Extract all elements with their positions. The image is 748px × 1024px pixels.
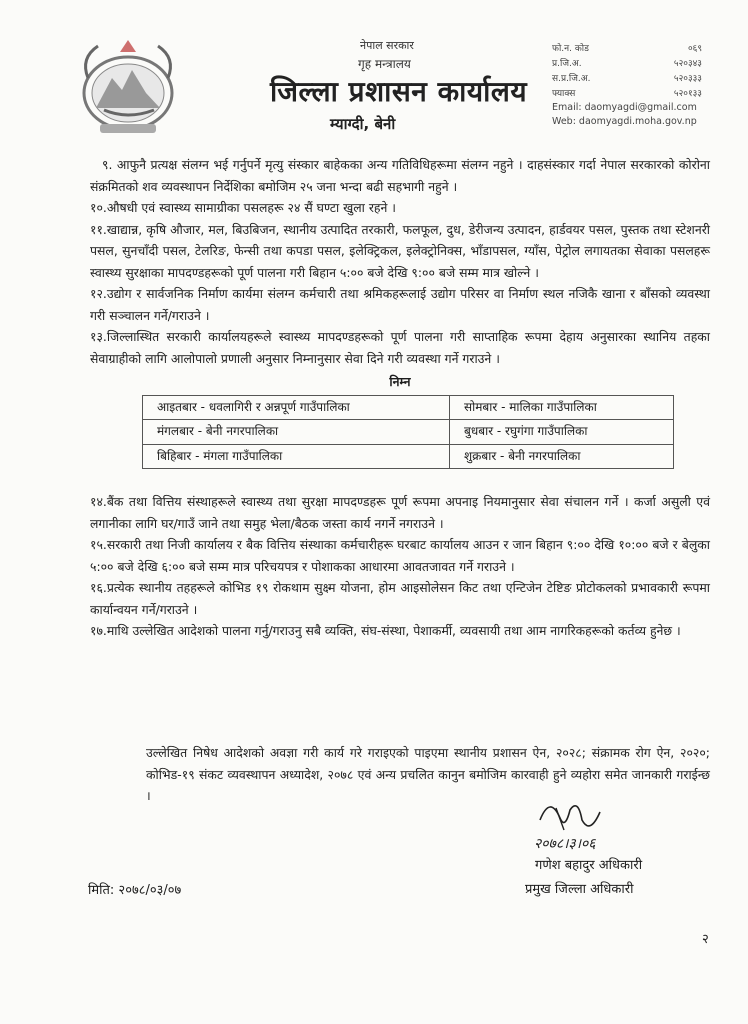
table-cell: आइतबार - धवलागिरी र अन्नपूर्ण गाउँपालिका	[143, 395, 450, 420]
document-date: मिति: २०७८/०३/०७	[88, 883, 182, 898]
nepal-emblem-icon	[74, 38, 182, 138]
order-item: १५.सरकारी तथा निजी कार्यालय र बैक वित्तिय संस्थाका कर्मचारीहरू घरबाट कार्यालय आउन र जान बिहान ९:०० देखि १०:०० बजे र बेलुका ५:०० बजे देखि ६:०० बजे सम्म मात्र परिचयपत्र र पोशाकका आधारमा आवतजावत गर्ने गराउने ।	[90, 537, 710, 574]
contact-block	[552, 40, 742, 128]
email-text: Email: daomyagdi@gmail.com	[552, 102, 697, 113]
table-row	[143, 420, 674, 445]
closing-paragraph: उल्लेखित निषेध आदेशको अवज्ञा गरी कार्य गरे गराइएको पाइएमा स्थानीय प्रशासन ऐन, २०२८; संक्रामक रोग ऐन, २०२०; कोभिड-१९ संकट व्यवस्थापन अध्यादेश, २०७८ एवं अन्य प्रचलित कानुन बमोजिम कारवाही हुने व्यहोरा समेत जानकारी गराईन्छ ।	[146, 745, 710, 803]
contact-label: फो.न. कोड	[552, 44, 589, 54]
signatory-title: प्रमुख जिल्ला अधिकारी	[525, 882, 634, 897]
contact-value: ५२०३४३	[673, 59, 702, 69]
order-body	[90, 154, 710, 642]
table-cell: सोमबार - मालिका गाउँपालिका	[450, 395, 674, 420]
schedule-table	[142, 395, 674, 470]
handwritten-signature	[520, 790, 670, 855]
office-title: जिल्ला प्रशासन कार्यालय	[270, 75, 528, 108]
table-cell: मंगलबार - बेनी नगरपालिका	[143, 420, 450, 445]
order-item: १७.माथि उल्लेखित आदेशको पालना गर्नु/गराउनु सबै व्यक्ति, संघ-संस्था, पेशाकर्मी, व्यवसायी तथा आम नागरिकहरूको कर्तव्य हुनेछ ।	[90, 623, 681, 638]
contact-value: ५२०३३३	[673, 74, 702, 84]
page-number: २	[702, 932, 709, 947]
table-cell: बुधबार - रघुगंगा गाउँपालिका	[450, 420, 674, 445]
order-item: १६.प्रत्येक स्थानीय तहहरूले कोभिड १९ रोकथाम सुक्ष्म योजना, होम आइसोलेसन किट तथा एन्टिजेन टेष्टिङ प्रोटोकलको प्रभावकारी रूपमा कार्यान्वयन गर्ने/गराउने ।	[90, 580, 710, 617]
contact-label: फ्याक्स	[552, 89, 576, 99]
signatory-name: गणेश बहादुर अधिकारी	[535, 858, 643, 873]
govt-label: नेपाल सरकार	[360, 39, 414, 52]
contact-value: ५२०१३३	[673, 89, 702, 99]
order-item: १४.बैंक तथा वित्तिय संस्थाहरूले स्वास्थ्य तथा सुरक्षा मापदण्डहरू पूर्ण रूपमा अपनाइ नियमानुसार सेवा संचालन गर्ने । कर्जा असुली एवं लगानीका लागि घर/गाउँ जाने तथा समुह भेला/बैठक जस्ता कार्य नगर्ने नगराउने ।	[90, 494, 710, 531]
contact-value: ०६९	[687, 44, 702, 54]
ministry-label: गृह मन्त्रालय	[358, 57, 411, 71]
web-text: Web: daomyagdi.moha.gov.np	[552, 116, 697, 127]
order-item: ९. आफुनै प्रत्यक्ष संलग्न भई गर्नुपर्ने मृत्यु संस्कार बाहेकका अन्य गतिविधिहरूमा संलग्न नहुने । दाहसंस्कार गर्दा नेपाल सरकारको कोरोना संक्रमितको शव व्यवस्थापन निर्देशिका बमोजिम २५ जना भन्दा बढी सहभागी नहुने ।	[90, 157, 710, 194]
order-item: १०.औषधी एवं स्वास्थ्य सामाग्रीका पसलहरू २४ सैं घण्टा खुला रहने ।	[90, 200, 396, 215]
order-item: ११.खाद्यान्न, कृषि औजार, मल, बिउबिजन, स्थानीय उत्पादित तरकारी, फलफूल, दुध, डेरीजन्य उत्पादन, हार्डवयर पसल, पुस्तक तथा स्टेशनरी पसल, सुनचाँदी पसल, टेलरिङ, फेन्सी तथा कपडा पसल, इलेक्ट्रिकल, इलेक्ट्रोनिक्स, भाँडापसल, ग्याँस, पेट्रोल लगायतका सेवाका पसलहरू स्वास्थ्य सुरक्षाका मापदण्डहरूको पूर्ण पालना गरी बिहान ५:०० बजे देखि ९:०० बजे सम्म मात्र खोल्ने ।	[90, 221, 710, 280]
contact-label: स.प्र.जि.अ.	[552, 74, 591, 84]
table-cell: बिहिबार - मंगला गाउँपालिका	[143, 444, 450, 469]
office-place: म्याग्दी, बेनी	[330, 115, 396, 133]
schedule-heading: निम्न	[389, 374, 411, 389]
table-row	[143, 444, 674, 469]
order-item: १२.उद्योग र सार्वजनिक निर्माण कार्यमा संलग्न कर्मचारी तथा श्रमिकहरूलाई उद्योग परिसर वा निर्माण स्थल नजिकै खाना र बाँसको व्यवस्था गरी सञ्चालन गर्ने/गराउने ।	[90, 286, 710, 323]
table-cell: शुक्रबार - बेनी नगरपालिका	[450, 444, 674, 469]
contact-label: प्र.जि.अ.	[552, 59, 582, 69]
order-item: १३.जिल्लास्थित सरकारी कार्यालयहरूले स्वास्थ्य मापदण्डहरूको पूर्ण पालना गरी साप्ताहिक रूपमा देहाय अनुसारका स्थानिय तहका सेवाग्राहीको लागि आलोपालो प्रणाली अनुसार निम्नानुसार सेवा दिने गरी व्यवस्था गर्ने गराउने ।	[90, 329, 710, 366]
signature-date: २०७८।३।०६	[534, 836, 596, 852]
table-row	[143, 395, 674, 420]
